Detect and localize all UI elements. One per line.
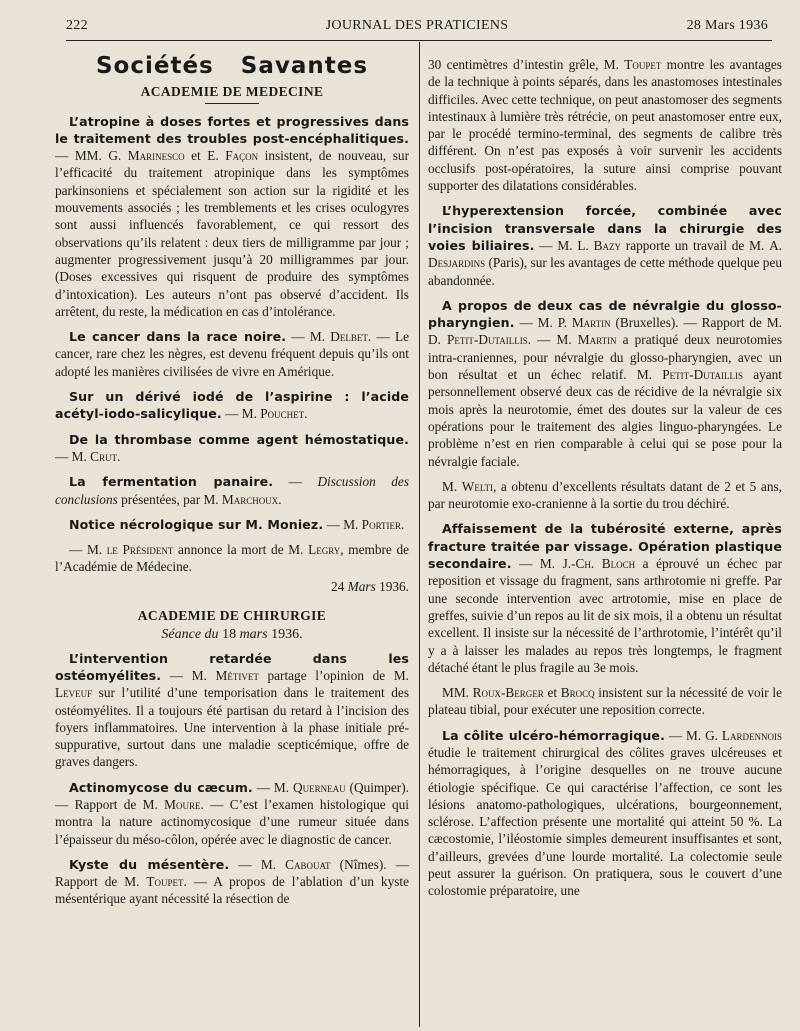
section-title: Sociétés Savantes (95, 53, 369, 79)
article-cancer: Le cancer dans la race noire. — M. Delbet. — Le cancer, rare chez les nègres, est devenu fréquent depuis qu’ils ont adopté les manières civilisées de vivre en Amérique. (55, 329, 409, 379)
article-heading: Actinomycose du cæcum. (69, 779, 253, 795)
page-number: 222 (66, 18, 88, 33)
seance-line: Séance du 18 mars 1936. (161, 627, 303, 643)
article-osteomyelites: L’intervention retardée dans les ostéomyélites. — M. Métivet partage l’opinion de M. Leveuf sur l’utilité d’une temporisation dans le traitement des ostéomyélites. Il a toujours été partisan du retard à l’incision des foyers inflammatoires. Une intervention à la phase initiale pré-suppurative, surtout dans une maladie scepticémique, offre de graves dangers. (55, 650, 409, 770)
article-heading: La côlite ulcéro-hémorragique. (442, 727, 665, 743)
academy-chirurgie-title: ACADEMIE DE CHIRURGIE (137, 608, 327, 624)
issue-date: 28 Mars 1936 (686, 18, 768, 33)
author-name: Martin (577, 332, 617, 348)
author-name: Querneau (293, 779, 346, 795)
session-date: 24 Mars 1936. (331, 578, 409, 594)
article-roux-berger: MM. Roux-Berger et Brocq insistent sur la nécessité de voir le plateau tibial, pour exécuter une reposition correcte. (428, 685, 782, 718)
header-rule (66, 40, 772, 41)
author-name: L. Bazy (577, 237, 621, 253)
article-heading: L’intervention retardée dans les ostéomyélites. (55, 650, 409, 683)
author-name: J.-Ch. Bloch (562, 556, 636, 572)
author-name: G. Marinesco (108, 148, 185, 164)
article-heading: Sur un dérivé iodé de l’aspirine : l’acide acétyl-iodo-salicylique. (55, 389, 409, 422)
running-header (66, 16, 768, 38)
article-kyste-continued: 30 centimètres d’intestin grêle, M. Toupet montre les avantages de la technique à points séparés, dans les anastomoses intestinales difficiles. Avec cette technique, on peut anastomoser des segments intestinaux à lumière très rétrécie, on peut anastomoser entre eux, par le procédé termino-terminal, des segments de calibre très différent. On n’est pas exposés à voir survenir les accidents occlusifs post-opératoires, la suture ainsi comprise pouvant supporter des dilatations considérables. (428, 57, 782, 194)
author-name: Roux-Berger (472, 685, 544, 701)
article-aspirine: Sur un dérivé iodé de l’aspirine : l’acide acétyl-iodo-salicylique. — M. Pouchet. (55, 389, 409, 422)
article-heading: L’hyperextension forcée, combinée avec l’incision transversale dans la chirurgie des voies biliaires. (428, 203, 782, 253)
author-name: Toupet (624, 57, 662, 72)
article-nevralgie: A propos de deux cas de névralgie du glosso-pharyngien. — M. P. Martin (Bruxelles). — Rapport de M. D. Petit-Dutaillis. — M. Martin a pratiqué deux neurotomies intra-craniennes, pour névralgie du glosso-pharyngien, avec un bon résultat et un échec relatif. M. Petit-Dutaillis ayant personnellement observé deux cas de récidive de la névralgie six mois après la neurotomie, émet des doutes sur la valeur de ces opérations pour le traitement des algies linguo-pharyngées. Le problème n’est en rien comparable à celui qui se pose pour la névralgie faciale. (428, 297, 783, 469)
author-name: Crut (90, 448, 117, 464)
author-name: D. Petit-Dutaillis (428, 332, 528, 348)
article-heading: A propos de deux cas de névralgie du glosso-pharyngien. (428, 297, 782, 331)
article-heading: Kyste du mésentère. (69, 856, 230, 872)
column-divider (419, 42, 420, 1027)
article-heading: Le cancer dans la race noire. (69, 329, 287, 345)
article-tuberosite: Affaissement de la tubérosité externe, après fracture traitée par vissage. Opération plastique secondaire. — M. J.-Ch. Bloch a éprouvé un échec par reposition et vissage du fragment, sans arthrotomie ni greffe. Par une seconde intervention avec artrotomie, mise en place de greffes, suivie d’un repos au lit de six mois, il a obtenu un résultat excellent. Il insiste sur la nécessité de l’arthrotomie, l’intérêt qu’il y a à laisser les malades au repos très longtemps, le fragment détaché étant le plus fragile au 3e mois. (428, 521, 782, 675)
article-heading: L’atropine à doses fortes et progressives dans le traitement des troubles post-encéphalitiques. (55, 113, 409, 146)
article-moniez: Notice nécrologique sur M. Moniez. — M. Portier. (69, 516, 405, 532)
title-rule (205, 103, 259, 104)
article-colite: La côlite ulcéro-hémorragique. — M. G. Lardennois étudie le traitement chirurgical des côlites graves ulcéreuses et hémorragiques, à l’origine desquelles on ne trouve aucune étiologie spécifique. Ce qui caractérise l’affection, ce sont les lésions anatomo-pathologiques, ulcérations, bourgeonnement, sclérose. L’affection présente une mortalité qui atteint 50 %. La cæcostomie, l’iléostomie simples demeurent insuffisantes et sont, d’ailleurs, grevées d’une lourde mortalité. La colectomie seule peut assurer la guérison. On pratiquera, sous le couvert d’une colostomie préparatoire, une (428, 727, 782, 899)
author-name: G. Lardennois (705, 727, 782, 743)
author-name: P. Martin (557, 315, 611, 331)
author-name: Legry (308, 542, 341, 558)
article-kyste: Kyste du mésentère. — M. Cabouat (Nîmes). — Rapport de M. Toupet. — A propos de l’ablation d’un kyste mésentérique ayant nécessité la résection de (55, 856, 410, 907)
academy-medecine-title: ACADEMIE DE MEDECINE (140, 84, 324, 100)
article-thrombase: De la thrombase comme agent hémostatique. — M. Crut. (55, 431, 409, 464)
left-column (55, 52, 409, 916)
right-column (428, 56, 782, 908)
article-heading: De la thrombase comme agent hémostatique. (69, 431, 409, 447)
author-name: Marchoux (221, 491, 279, 507)
author-name: Brocq (560, 685, 595, 701)
article-heading: Affaissement de la tubérosité externe, après fracture traitée par vissage. Opération plastique secondaire. (428, 521, 782, 572)
author-name: Petit-Dutaillis (662, 367, 743, 383)
article-heading: Notice nécrologique sur M. Moniez. (69, 516, 324, 532)
author-name: Métivet (215, 667, 259, 683)
article-welti: M. Welti, a obtenu d’excellents résultats datant de 2 et 5 ans, par neurotomie exo-cranienne à la sortie du trou déchiré. (428, 478, 782, 512)
journal-title: JOURNAL DES PRATICIENS (325, 18, 509, 33)
author-name: Pouchet (260, 406, 305, 422)
author-name: Portier (361, 516, 402, 532)
author-name: Cabouat (285, 856, 331, 872)
author-name: Leveuf (55, 685, 93, 701)
article-heading: La fermentation panaire. (69, 474, 274, 490)
author-name: Moure (164, 796, 201, 812)
author-name: Toupet (146, 874, 184, 890)
author-name: A. Desjardins (428, 237, 783, 271)
article-atropine: L’atropine à doses fortes et progressives dans le traitement des troubles post-encéphalitiques. — MM. G. Marinesco et E. Façon insistent, de nouveau, sur l’efficacité du traitement atropinique dans les symptômes parkinsoniens et spécialement son action sur la rigidité et les mouvements associés ; les tremblements et les crises oculogyres sont aussi influencés favorablement, ce qui ressort des observations qu’ils relatent : deux tiers de milligramme par jour ; augmenter progressivement jusqu’à 20 milligrammes par jour. (Doses excessives qui risquent de produire des symptômes d’intoxication). Les auteurs n’ont pas observé d’accident. Ils arrêtent, du reste, la médication en cas d’intolérance. (55, 113, 410, 319)
article-hyperextension: L’hyperextension forcée, combinée avec l’incision transversale dans la chirurgie des voies biliaires. — M. L. Bazy rapporte un travail de M. A. Desjardins (Paris), sur les avantages de cette méthode quelque peu abandonnée. (428, 203, 783, 288)
author-name: Welti (461, 478, 493, 494)
author-name: le Président (106, 542, 174, 558)
article-actinomycose: Actinomycose du cæcum. — M. Querneau (Quimper). — Rapport de M. Moure. — C’est l’examen histologique qui montra la nature actinomycosique d’une rumeur située dans l’épaisseur du méso-côlon, opérée avec le diagnostic de cancer. (55, 779, 409, 847)
article-fermentation: La fermentation panaire. — Discussion des conclusions présentées, par M. Marchoux. (55, 474, 410, 507)
author-name: Delbet (330, 329, 368, 345)
author-name: E. Façon (207, 148, 259, 164)
article-legry: — M. le Président annonce la mort de M. Legry, membre de l’Académie de Médecine. (55, 542, 410, 575)
